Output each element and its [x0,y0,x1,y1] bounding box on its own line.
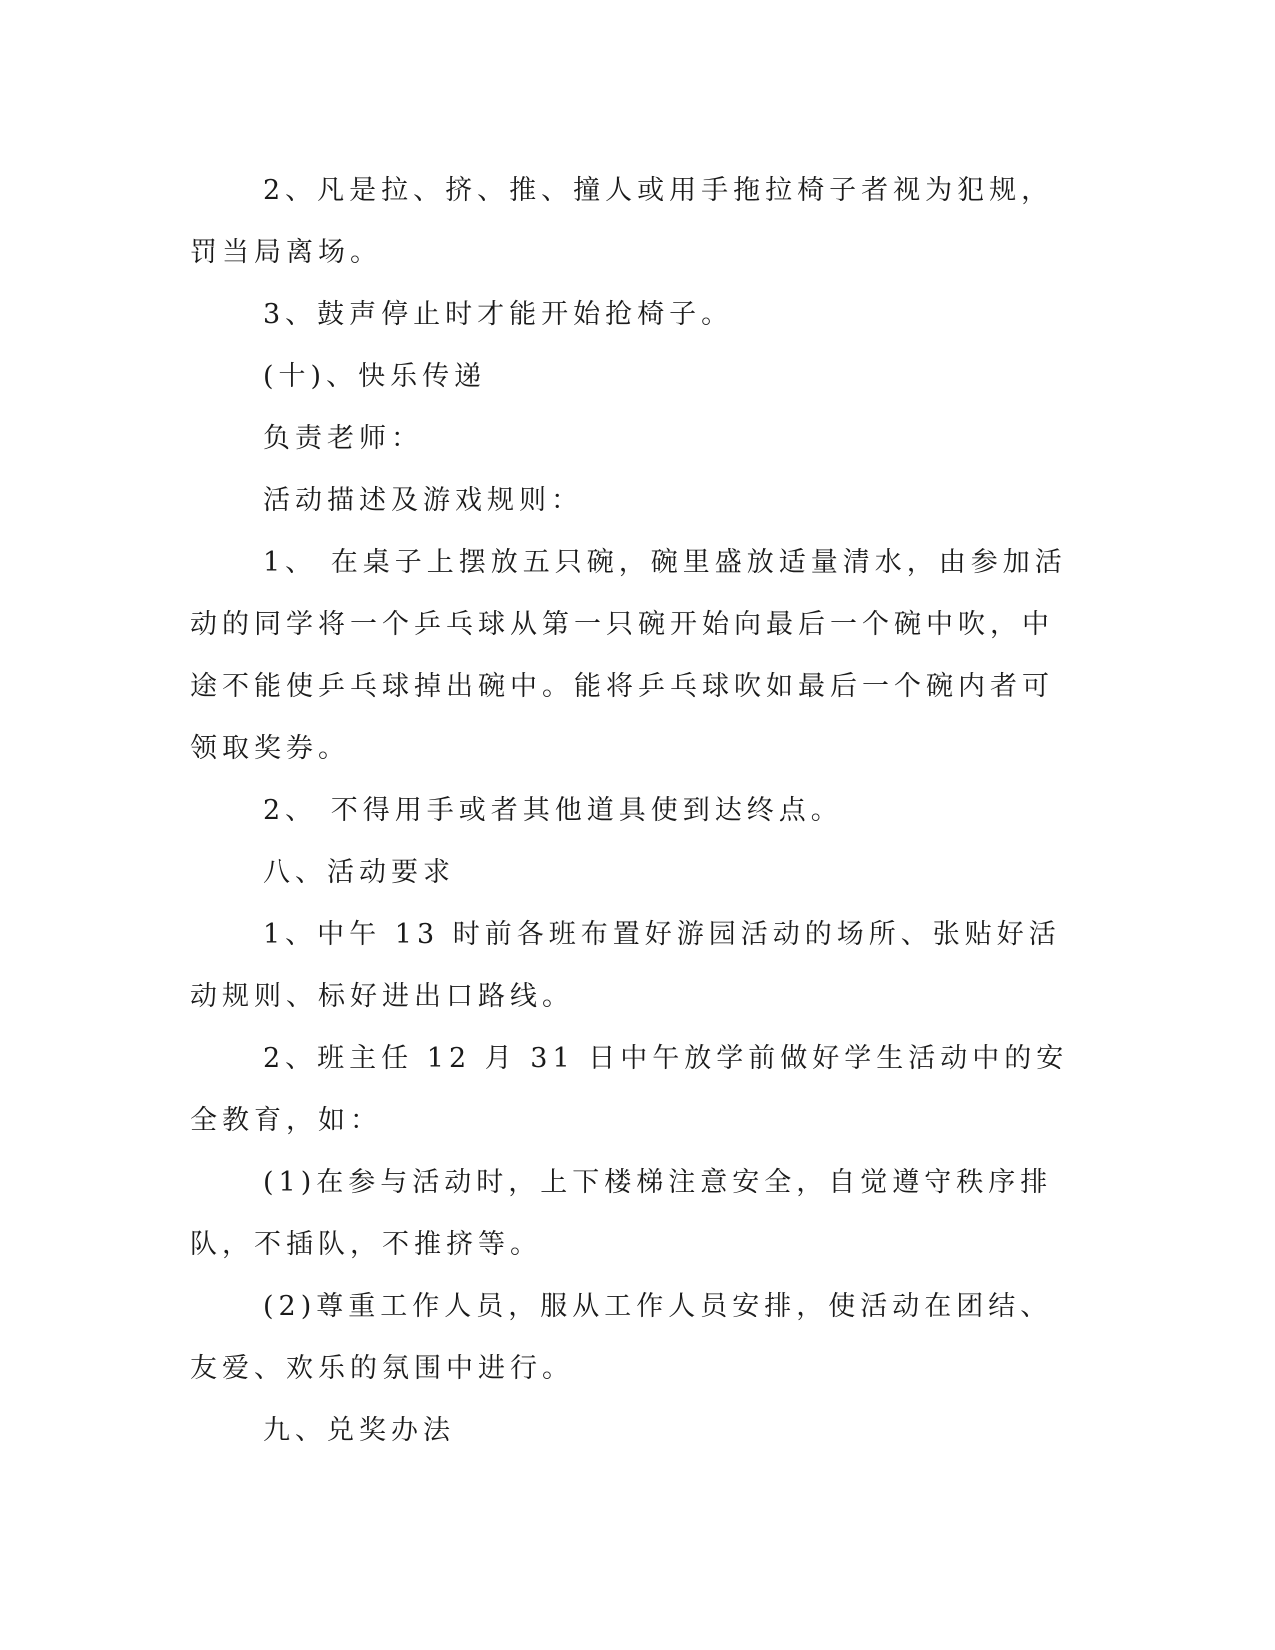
paragraph-rule-3: 3、鼓声停止时才能开始抢椅子。 [263,299,734,330]
paragraph-rule-2: 2、凡是拉、挤、推、撞人或用手拖拉椅子者视为犯规，罚当局离场。 [190,175,1054,268]
activity-description-label: 活动描述及游戏规则： [263,485,583,516]
responsible-teacher-label: 负责老师： [263,423,423,454]
section-heading-prize-redemption: 九、兑奖办法 [263,1415,455,1446]
paragraph-relay-rule-1: 1、 在桌子上摆放五只碗，碗里盛放适量清水，由参加活动的同学将一个乒乓球从第一只碗开始向最后一个碗中吹，中途不能使乒乓球掉出碗中。能将乒乓球吹如最后一个碗内者可领取奖券。 [190,547,1067,764]
paragraph-relay-rule-2: 2、 不得用手或者其他道具使到达终点。 [263,795,843,826]
paragraph-safety-1: (1)在参与活动时，上下楼梯注意安全，自觉遵守秩序排队，不插队，不推挤等。 [190,1167,1053,1260]
section-heading-requirements: 八、活动要求 [263,857,455,888]
paragraph-requirement-2: 2、班主任 12 月 31 日中午放学前做好学生活动中的安全教育，如： [190,1043,1069,1136]
paragraph-safety-2: (2)尊重工作人员，服从工作人员安排，使活动在团结、友爱、欢乐的氛围中进行。 [190,1291,1053,1384]
document-body [190,160,1080,1462]
section-heading-happy-relay: (十)、快乐传递 [263,361,487,392]
paragraph-requirement-1: 1、中午 13 时前各班布置好游园活动的场所、张贴好活动规则、标好进出口路线。 [190,919,1061,1012]
